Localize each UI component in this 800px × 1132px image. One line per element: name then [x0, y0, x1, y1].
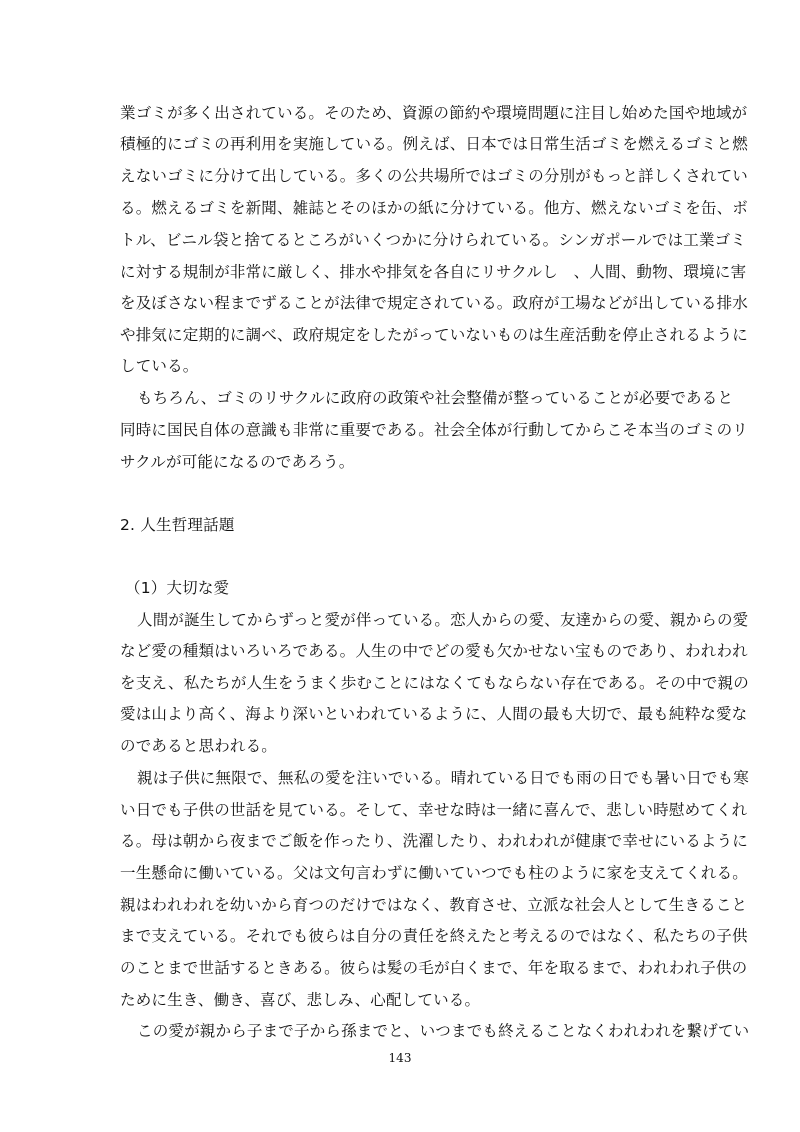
- body-text-line: 一生懸命に働いている。父は文句言わずに働いていつでも柱のように家を支えてくれる。: [120, 864, 749, 882]
- body-text-line: ために生き、働き、喜び、悲しみ、心配している。: [120, 991, 481, 1009]
- body-text-line: 同時に国民自体の意識も非常に重要である。社会全体が行動してからこそ本当のゴミのリ: [120, 421, 749, 439]
- subsection-heading: （1）大切な愛: [125, 579, 230, 597]
- paragraph-first-line: もちろん、ゴミのリサクルに政府の政策や社会整備が整っていることが必要であると: [137, 389, 734, 407]
- body-text-line: や排気に定期的に調べ、政府規定をしたがっていないものは生産活動を停止されるように: [120, 326, 749, 344]
- body-text-line: 積極的にゴミの再利用を実施している。例えば、日本では日常生活ゴミを燃えるゴミと燃: [120, 135, 749, 153]
- body-text-line: 愛は山より高く、海より深いといわれているように、人間の最も大切で、最も純粋な愛な: [120, 705, 748, 723]
- paragraph-first-line: 親は子供に無限で、無私の愛を注いでいる。晴れている日でも雨の日でも暑い日でも寒: [137, 769, 749, 787]
- body-text-line: を支え、私たちが人生をうまく歩むことにはなくてもならない存在である。その中で親の: [120, 674, 749, 692]
- body-text-line: など愛の種類はいろいろである。人生の中でどの愛も欠かせない宝ものであり、われわれ: [120, 642, 748, 660]
- paragraph-first-line: 人間が誕生してからずっと愛が伴っている。恋人からの愛、友達からの愛、親からの愛: [137, 611, 749, 629]
- paragraph-first-line: この愛が親から子まで子から孫までと、いつまでも終えることなくわれわれを繋げてい: [137, 1022, 750, 1040]
- body-text-line: い日でも子供の世話を見ている。そして、幸せな時は一緒に喜んで、悲しい時慰めてくれ: [120, 801, 748, 819]
- body-text-line: サクルが可能になるのであろう。: [120, 453, 355, 471]
- body-text-line: を及ぼさない程までずることが法律で規定されている。政府が工場などが出している排水: [120, 294, 749, 312]
- body-text-line: のことまで世話するときある。彼らは髪の毛が白くまで、年を取るまで、われわれ子供の: [120, 959, 748, 977]
- body-text-line: る。母は朝から夜までご飯を作ったり、洗濯したり、われわれが健康で幸せにいるように: [120, 832, 749, 850]
- body-text-line: えないゴミに分けて出している。多くの公共場所ではゴミの分別がもっと詳しくされてい: [120, 167, 749, 185]
- body-text-line: に対する規制が非常に厳しく、排水や排気を各自にリサクルし 、人間、動物、環境に害: [120, 263, 747, 281]
- body-text-line: している。: [120, 357, 199, 375]
- body-text-line: る。燃えるゴミを新聞、雑誌とそのほかの紙に分けている。他方、燃えないゴミを缶、ボ: [120, 199, 749, 217]
- body-text-line: 親はわれわれを幼いから育つのだけではなく、教育させ、立派な社会人として生きること: [120, 896, 748, 914]
- page-number: 143: [388, 1051, 412, 1065]
- section-heading: 2. 人生哲理話題: [120, 516, 235, 534]
- body-text-line: 業ゴミが多く出されている。そのため、資源の節約や環境問題に注目し始めた国や地域が: [120, 104, 748, 122]
- body-text-line: トル、ビニル袋と捨てるところがいくつかに分けられている。シンガポールでは工業ゴミ: [120, 231, 747, 249]
- body-text-line: まで支えている。それでも彼らは自分の責任を終えたと考えるのではなく、私たちの子供: [120, 927, 748, 945]
- body-text-line: のであると思われる。: [120, 737, 278, 755]
